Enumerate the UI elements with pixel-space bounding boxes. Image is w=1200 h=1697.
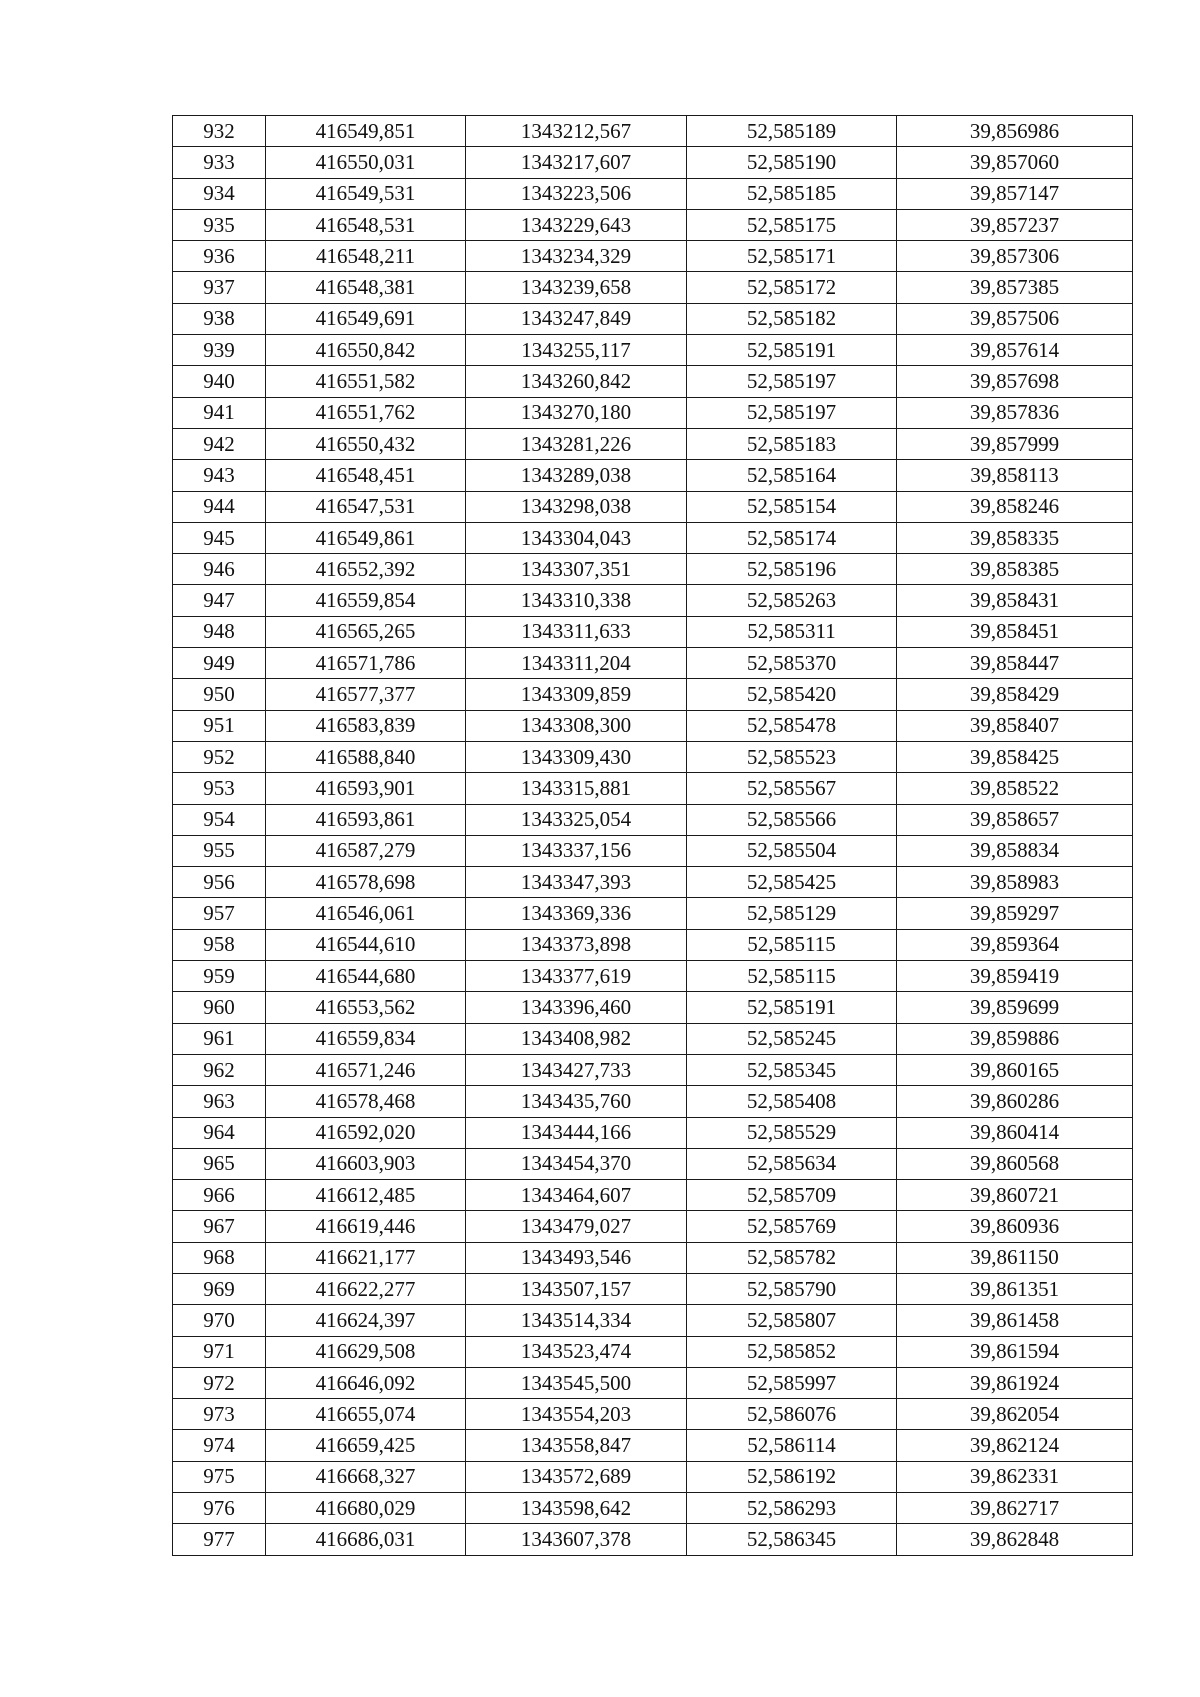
longitude-cell: 39,858335 bbox=[897, 522, 1133, 553]
longitude-cell: 39,858425 bbox=[897, 741, 1133, 772]
latitude-cell: 52,586345 bbox=[687, 1524, 897, 1555]
latitude-cell: 52,585997 bbox=[687, 1367, 897, 1398]
longitude-cell: 39,858983 bbox=[897, 867, 1133, 898]
y-coordinate-cell: 1343558,847 bbox=[466, 1430, 687, 1461]
longitude-cell: 39,859364 bbox=[897, 929, 1133, 960]
table-row bbox=[173, 1242, 1133, 1273]
longitude-cell: 39,857506 bbox=[897, 303, 1133, 334]
y-coordinate-cell: 1343337,156 bbox=[466, 835, 687, 866]
longitude-cell: 39,858431 bbox=[897, 585, 1133, 616]
table-row bbox=[173, 1336, 1133, 1367]
coordinate-table bbox=[172, 115, 1133, 1556]
longitude-cell: 39,859699 bbox=[897, 992, 1133, 1023]
latitude-cell: 52,585182 bbox=[687, 303, 897, 334]
x-coordinate-cell: 416621,177 bbox=[266, 1242, 466, 1273]
x-coordinate-cell: 416577,377 bbox=[266, 679, 466, 710]
point-number-cell: 943 bbox=[173, 460, 266, 491]
longitude-cell: 39,858834 bbox=[897, 835, 1133, 866]
point-number-cell: 941 bbox=[173, 397, 266, 428]
table-row bbox=[173, 241, 1133, 272]
y-coordinate-cell: 1343545,500 bbox=[466, 1367, 687, 1398]
table-row bbox=[173, 1211, 1133, 1242]
point-number-cell: 953 bbox=[173, 773, 266, 804]
table-row bbox=[173, 992, 1133, 1023]
longitude-cell: 39,862124 bbox=[897, 1430, 1133, 1461]
longitude-cell: 39,857698 bbox=[897, 366, 1133, 397]
latitude-cell: 52,585245 bbox=[687, 1023, 897, 1054]
latitude-cell: 52,585196 bbox=[687, 554, 897, 585]
x-coordinate-cell: 416544,680 bbox=[266, 961, 466, 992]
point-number-cell: 963 bbox=[173, 1086, 266, 1117]
x-coordinate-cell: 416587,279 bbox=[266, 835, 466, 866]
latitude-cell: 52,585807 bbox=[687, 1305, 897, 1336]
table-row bbox=[173, 1086, 1133, 1117]
x-coordinate-cell: 416550,432 bbox=[266, 428, 466, 459]
latitude-cell: 52,586192 bbox=[687, 1461, 897, 1492]
point-number-cell: 960 bbox=[173, 992, 266, 1023]
latitude-cell: 52,585311 bbox=[687, 616, 897, 647]
table-row bbox=[173, 522, 1133, 553]
y-coordinate-cell: 1343435,760 bbox=[466, 1086, 687, 1117]
longitude-cell: 39,860568 bbox=[897, 1148, 1133, 1179]
y-coordinate-cell: 1343308,300 bbox=[466, 710, 687, 741]
table-row bbox=[173, 585, 1133, 616]
longitude-cell: 39,857385 bbox=[897, 272, 1133, 303]
latitude-cell: 52,585408 bbox=[687, 1086, 897, 1117]
y-coordinate-cell: 1343310,338 bbox=[466, 585, 687, 616]
table-row bbox=[173, 1148, 1133, 1179]
x-coordinate-cell: 416559,854 bbox=[266, 585, 466, 616]
y-coordinate-cell: 1343427,733 bbox=[466, 1054, 687, 1085]
x-coordinate-cell: 416686,031 bbox=[266, 1524, 466, 1555]
table-row bbox=[173, 1180, 1133, 1211]
x-coordinate-cell: 416549,851 bbox=[266, 116, 466, 147]
x-coordinate-cell: 416624,397 bbox=[266, 1305, 466, 1336]
x-coordinate-cell: 416622,277 bbox=[266, 1273, 466, 1304]
point-number-cell: 944 bbox=[173, 491, 266, 522]
y-coordinate-cell: 1343444,166 bbox=[466, 1117, 687, 1148]
latitude-cell: 52,585263 bbox=[687, 585, 897, 616]
longitude-cell: 39,862717 bbox=[897, 1493, 1133, 1524]
longitude-cell: 39,862331 bbox=[897, 1461, 1133, 1492]
longitude-cell: 39,859886 bbox=[897, 1023, 1133, 1054]
table-row bbox=[173, 1493, 1133, 1524]
y-coordinate-cell: 1343377,619 bbox=[466, 961, 687, 992]
x-coordinate-cell: 416659,425 bbox=[266, 1430, 466, 1461]
latitude-cell: 52,585420 bbox=[687, 679, 897, 710]
y-coordinate-cell: 1343554,203 bbox=[466, 1399, 687, 1430]
x-coordinate-cell: 416548,531 bbox=[266, 209, 466, 240]
x-coordinate-cell: 416646,092 bbox=[266, 1367, 466, 1398]
point-number-cell: 966 bbox=[173, 1180, 266, 1211]
longitude-cell: 39,862848 bbox=[897, 1524, 1133, 1555]
point-number-cell: 967 bbox=[173, 1211, 266, 1242]
latitude-cell: 52,585566 bbox=[687, 804, 897, 835]
table-row bbox=[173, 710, 1133, 741]
latitude-cell: 52,585425 bbox=[687, 867, 897, 898]
y-coordinate-cell: 1343373,898 bbox=[466, 929, 687, 960]
latitude-cell: 52,585154 bbox=[687, 491, 897, 522]
longitude-cell: 39,861594 bbox=[897, 1336, 1133, 1367]
latitude-cell: 52,585478 bbox=[687, 710, 897, 741]
x-coordinate-cell: 416603,903 bbox=[266, 1148, 466, 1179]
y-coordinate-cell: 1343304,043 bbox=[466, 522, 687, 553]
y-coordinate-cell: 1343311,204 bbox=[466, 648, 687, 679]
longitude-cell: 39,859419 bbox=[897, 961, 1133, 992]
longitude-cell: 39,857614 bbox=[897, 335, 1133, 366]
longitude-cell: 39,858429 bbox=[897, 679, 1133, 710]
table-row bbox=[173, 1430, 1133, 1461]
y-coordinate-cell: 1343255,117 bbox=[466, 335, 687, 366]
latitude-cell: 52,585191 bbox=[687, 335, 897, 366]
x-coordinate-cell: 416549,861 bbox=[266, 522, 466, 553]
x-coordinate-cell: 416593,901 bbox=[266, 773, 466, 804]
point-number-cell: 964 bbox=[173, 1117, 266, 1148]
longitude-cell: 39,857836 bbox=[897, 397, 1133, 428]
table-row bbox=[173, 272, 1133, 303]
y-coordinate-cell: 1343325,054 bbox=[466, 804, 687, 835]
latitude-cell: 52,585782 bbox=[687, 1242, 897, 1273]
longitude-cell: 39,860165 bbox=[897, 1054, 1133, 1085]
latitude-cell: 52,585567 bbox=[687, 773, 897, 804]
point-number-cell: 934 bbox=[173, 178, 266, 209]
table-row bbox=[173, 428, 1133, 459]
longitude-cell: 39,860721 bbox=[897, 1180, 1133, 1211]
y-coordinate-cell: 1343464,607 bbox=[466, 1180, 687, 1211]
y-coordinate-cell: 1343307,351 bbox=[466, 554, 687, 585]
point-number-cell: 936 bbox=[173, 241, 266, 272]
point-number-cell: 937 bbox=[173, 272, 266, 303]
longitude-cell: 39,858451 bbox=[897, 616, 1133, 647]
point-number-cell: 952 bbox=[173, 741, 266, 772]
table-row bbox=[173, 1023, 1133, 1054]
x-coordinate-cell: 416578,698 bbox=[266, 867, 466, 898]
longitude-cell: 39,858113 bbox=[897, 460, 1133, 491]
y-coordinate-cell: 1343493,546 bbox=[466, 1242, 687, 1273]
x-coordinate-cell: 416571,246 bbox=[266, 1054, 466, 1085]
point-number-cell: 971 bbox=[173, 1336, 266, 1367]
y-coordinate-cell: 1343289,038 bbox=[466, 460, 687, 491]
point-number-cell: 947 bbox=[173, 585, 266, 616]
table-row bbox=[173, 554, 1133, 585]
latitude-cell: 52,585769 bbox=[687, 1211, 897, 1242]
point-number-cell: 962 bbox=[173, 1054, 266, 1085]
latitude-cell: 52,585185 bbox=[687, 178, 897, 209]
point-number-cell: 939 bbox=[173, 335, 266, 366]
latitude-cell: 52,585504 bbox=[687, 835, 897, 866]
point-number-cell: 946 bbox=[173, 554, 266, 585]
longitude-cell: 39,858407 bbox=[897, 710, 1133, 741]
table-row bbox=[173, 679, 1133, 710]
point-number-cell: 968 bbox=[173, 1242, 266, 1273]
table-row bbox=[173, 303, 1133, 334]
y-coordinate-cell: 1343514,334 bbox=[466, 1305, 687, 1336]
y-coordinate-cell: 1343523,474 bbox=[466, 1336, 687, 1367]
y-coordinate-cell: 1343247,849 bbox=[466, 303, 687, 334]
latitude-cell: 52,585115 bbox=[687, 929, 897, 960]
x-coordinate-cell: 416680,029 bbox=[266, 1493, 466, 1524]
table-row bbox=[173, 147, 1133, 178]
table-row bbox=[173, 616, 1133, 647]
table-row bbox=[173, 460, 1133, 491]
longitude-cell: 39,860414 bbox=[897, 1117, 1133, 1148]
y-coordinate-cell: 1343270,180 bbox=[466, 397, 687, 428]
table-row bbox=[173, 648, 1133, 679]
x-coordinate-cell: 416668,327 bbox=[266, 1461, 466, 1492]
y-coordinate-cell: 1343408,982 bbox=[466, 1023, 687, 1054]
point-number-cell: 948 bbox=[173, 616, 266, 647]
y-coordinate-cell: 1343234,329 bbox=[466, 241, 687, 272]
latitude-cell: 52,585189 bbox=[687, 116, 897, 147]
table-row bbox=[173, 335, 1133, 366]
table-row bbox=[173, 961, 1133, 992]
y-coordinate-cell: 1343607,378 bbox=[466, 1524, 687, 1555]
point-number-cell: 955 bbox=[173, 835, 266, 866]
point-number-cell: 972 bbox=[173, 1367, 266, 1398]
x-coordinate-cell: 416612,485 bbox=[266, 1180, 466, 1211]
point-number-cell: 969 bbox=[173, 1273, 266, 1304]
x-coordinate-cell: 416550,842 bbox=[266, 335, 466, 366]
x-coordinate-cell: 416588,840 bbox=[266, 741, 466, 772]
latitude-cell: 52,585529 bbox=[687, 1117, 897, 1148]
longitude-cell: 39,857237 bbox=[897, 209, 1133, 240]
table-row bbox=[173, 1054, 1133, 1085]
x-coordinate-cell: 416629,508 bbox=[266, 1336, 466, 1367]
y-coordinate-cell: 1343217,607 bbox=[466, 147, 687, 178]
table-row bbox=[173, 1305, 1133, 1336]
longitude-cell: 39,861924 bbox=[897, 1367, 1133, 1398]
table-row bbox=[173, 1367, 1133, 1398]
longitude-cell: 39,861150 bbox=[897, 1242, 1133, 1273]
latitude-cell: 52,585164 bbox=[687, 460, 897, 491]
point-number-cell: 945 bbox=[173, 522, 266, 553]
x-coordinate-cell: 416593,861 bbox=[266, 804, 466, 835]
y-coordinate-cell: 1343223,506 bbox=[466, 178, 687, 209]
x-coordinate-cell: 416655,074 bbox=[266, 1399, 466, 1430]
point-number-cell: 965 bbox=[173, 1148, 266, 1179]
latitude-cell: 52,585197 bbox=[687, 397, 897, 428]
x-coordinate-cell: 416565,265 bbox=[266, 616, 466, 647]
point-number-cell: 970 bbox=[173, 1305, 266, 1336]
point-number-cell: 976 bbox=[173, 1493, 266, 1524]
longitude-cell: 39,859297 bbox=[897, 898, 1133, 929]
x-coordinate-cell: 416578,468 bbox=[266, 1086, 466, 1117]
table-row bbox=[173, 116, 1133, 147]
table-row bbox=[173, 1461, 1133, 1492]
latitude-cell: 52,585171 bbox=[687, 241, 897, 272]
x-coordinate-cell: 416553,562 bbox=[266, 992, 466, 1023]
table-row bbox=[173, 741, 1133, 772]
longitude-cell: 39,857060 bbox=[897, 147, 1133, 178]
longitude-cell: 39,862054 bbox=[897, 1399, 1133, 1430]
latitude-cell: 52,586293 bbox=[687, 1493, 897, 1524]
table-row bbox=[173, 867, 1133, 898]
point-number-cell: 956 bbox=[173, 867, 266, 898]
y-coordinate-cell: 1343507,157 bbox=[466, 1273, 687, 1304]
latitude-cell: 52,585709 bbox=[687, 1180, 897, 1211]
latitude-cell: 52,586076 bbox=[687, 1399, 897, 1430]
point-number-cell: 949 bbox=[173, 648, 266, 679]
longitude-cell: 39,861351 bbox=[897, 1273, 1133, 1304]
table-row bbox=[173, 898, 1133, 929]
longitude-cell: 39,858447 bbox=[897, 648, 1133, 679]
y-coordinate-cell: 1343572,689 bbox=[466, 1461, 687, 1492]
x-coordinate-cell: 416546,061 bbox=[266, 898, 466, 929]
longitude-cell: 39,857999 bbox=[897, 428, 1133, 459]
latitude-cell: 52,585790 bbox=[687, 1273, 897, 1304]
table-row bbox=[173, 804, 1133, 835]
y-coordinate-cell: 1343311,633 bbox=[466, 616, 687, 647]
table-row bbox=[173, 1399, 1133, 1430]
latitude-cell: 52,585191 bbox=[687, 992, 897, 1023]
longitude-cell: 39,860936 bbox=[897, 1211, 1133, 1242]
latitude-cell: 52,585115 bbox=[687, 961, 897, 992]
x-coordinate-cell: 416619,446 bbox=[266, 1211, 466, 1242]
y-coordinate-cell: 1343281,226 bbox=[466, 428, 687, 459]
y-coordinate-cell: 1343396,460 bbox=[466, 992, 687, 1023]
longitude-cell: 39,856986 bbox=[897, 116, 1133, 147]
y-coordinate-cell: 1343454,370 bbox=[466, 1148, 687, 1179]
x-coordinate-cell: 416547,531 bbox=[266, 491, 466, 522]
y-coordinate-cell: 1343598,642 bbox=[466, 1493, 687, 1524]
table-row bbox=[173, 366, 1133, 397]
latitude-cell: 52,585852 bbox=[687, 1336, 897, 1367]
y-coordinate-cell: 1343347,393 bbox=[466, 867, 687, 898]
table-row bbox=[173, 1524, 1133, 1555]
point-number-cell: 975 bbox=[173, 1461, 266, 1492]
longitude-cell: 39,860286 bbox=[897, 1086, 1133, 1117]
point-number-cell: 957 bbox=[173, 898, 266, 929]
point-number-cell: 932 bbox=[173, 116, 266, 147]
longitude-cell: 39,858522 bbox=[897, 773, 1133, 804]
x-coordinate-cell: 416549,691 bbox=[266, 303, 466, 334]
y-coordinate-cell: 1343315,881 bbox=[466, 773, 687, 804]
x-coordinate-cell: 416548,451 bbox=[266, 460, 466, 491]
y-coordinate-cell: 1343212,567 bbox=[466, 116, 687, 147]
point-number-cell: 958 bbox=[173, 929, 266, 960]
longitude-cell: 39,858657 bbox=[897, 804, 1133, 835]
x-coordinate-cell: 416551,582 bbox=[266, 366, 466, 397]
x-coordinate-cell: 416583,839 bbox=[266, 710, 466, 741]
latitude-cell: 52,585172 bbox=[687, 272, 897, 303]
table-row bbox=[173, 929, 1133, 960]
point-number-cell: 938 bbox=[173, 303, 266, 334]
table-row bbox=[173, 1117, 1133, 1148]
y-coordinate-cell: 1343229,643 bbox=[466, 209, 687, 240]
x-coordinate-cell: 416544,610 bbox=[266, 929, 466, 960]
table-row bbox=[173, 209, 1133, 240]
y-coordinate-cell: 1343369,336 bbox=[466, 898, 687, 929]
y-coordinate-cell: 1343309,430 bbox=[466, 741, 687, 772]
point-number-cell: 974 bbox=[173, 1430, 266, 1461]
longitude-cell: 39,857147 bbox=[897, 178, 1133, 209]
x-coordinate-cell: 416559,834 bbox=[266, 1023, 466, 1054]
latitude-cell: 52,585197 bbox=[687, 366, 897, 397]
point-number-cell: 959 bbox=[173, 961, 266, 992]
x-coordinate-cell: 416548,211 bbox=[266, 241, 466, 272]
longitude-cell: 39,857306 bbox=[897, 241, 1133, 272]
point-number-cell: 954 bbox=[173, 804, 266, 835]
y-coordinate-cell: 1343260,842 bbox=[466, 366, 687, 397]
latitude-cell: 52,585370 bbox=[687, 648, 897, 679]
table-row bbox=[173, 1273, 1133, 1304]
y-coordinate-cell: 1343479,027 bbox=[466, 1211, 687, 1242]
table-row bbox=[173, 491, 1133, 522]
coordinate-table-body bbox=[173, 116, 1133, 1556]
latitude-cell: 52,585634 bbox=[687, 1148, 897, 1179]
x-coordinate-cell: 416571,786 bbox=[266, 648, 466, 679]
point-number-cell: 951 bbox=[173, 710, 266, 741]
longitude-cell: 39,861458 bbox=[897, 1305, 1133, 1336]
table-row bbox=[173, 397, 1133, 428]
point-number-cell: 977 bbox=[173, 1524, 266, 1555]
latitude-cell: 52,585345 bbox=[687, 1054, 897, 1085]
point-number-cell: 940 bbox=[173, 366, 266, 397]
longitude-cell: 39,858385 bbox=[897, 554, 1133, 585]
x-coordinate-cell: 416551,762 bbox=[266, 397, 466, 428]
latitude-cell: 52,585183 bbox=[687, 428, 897, 459]
point-number-cell: 942 bbox=[173, 428, 266, 459]
y-coordinate-cell: 1343239,658 bbox=[466, 272, 687, 303]
latitude-cell: 52,585523 bbox=[687, 741, 897, 772]
x-coordinate-cell: 416548,381 bbox=[266, 272, 466, 303]
point-number-cell: 950 bbox=[173, 679, 266, 710]
latitude-cell: 52,585174 bbox=[687, 522, 897, 553]
y-coordinate-cell: 1343298,038 bbox=[466, 491, 687, 522]
latitude-cell: 52,585129 bbox=[687, 898, 897, 929]
latitude-cell: 52,585175 bbox=[687, 209, 897, 240]
y-coordinate-cell: 1343309,859 bbox=[466, 679, 687, 710]
point-number-cell: 935 bbox=[173, 209, 266, 240]
x-coordinate-cell: 416549,531 bbox=[266, 178, 466, 209]
x-coordinate-cell: 416552,392 bbox=[266, 554, 466, 585]
point-number-cell: 933 bbox=[173, 147, 266, 178]
table-row bbox=[173, 773, 1133, 804]
point-number-cell: 961 bbox=[173, 1023, 266, 1054]
x-coordinate-cell: 416592,020 bbox=[266, 1117, 466, 1148]
x-coordinate-cell: 416550,031 bbox=[266, 147, 466, 178]
point-number-cell: 973 bbox=[173, 1399, 266, 1430]
longitude-cell: 39,858246 bbox=[897, 491, 1133, 522]
latitude-cell: 52,586114 bbox=[687, 1430, 897, 1461]
table-row bbox=[173, 835, 1133, 866]
table-row bbox=[173, 178, 1133, 209]
latitude-cell: 52,585190 bbox=[687, 147, 897, 178]
